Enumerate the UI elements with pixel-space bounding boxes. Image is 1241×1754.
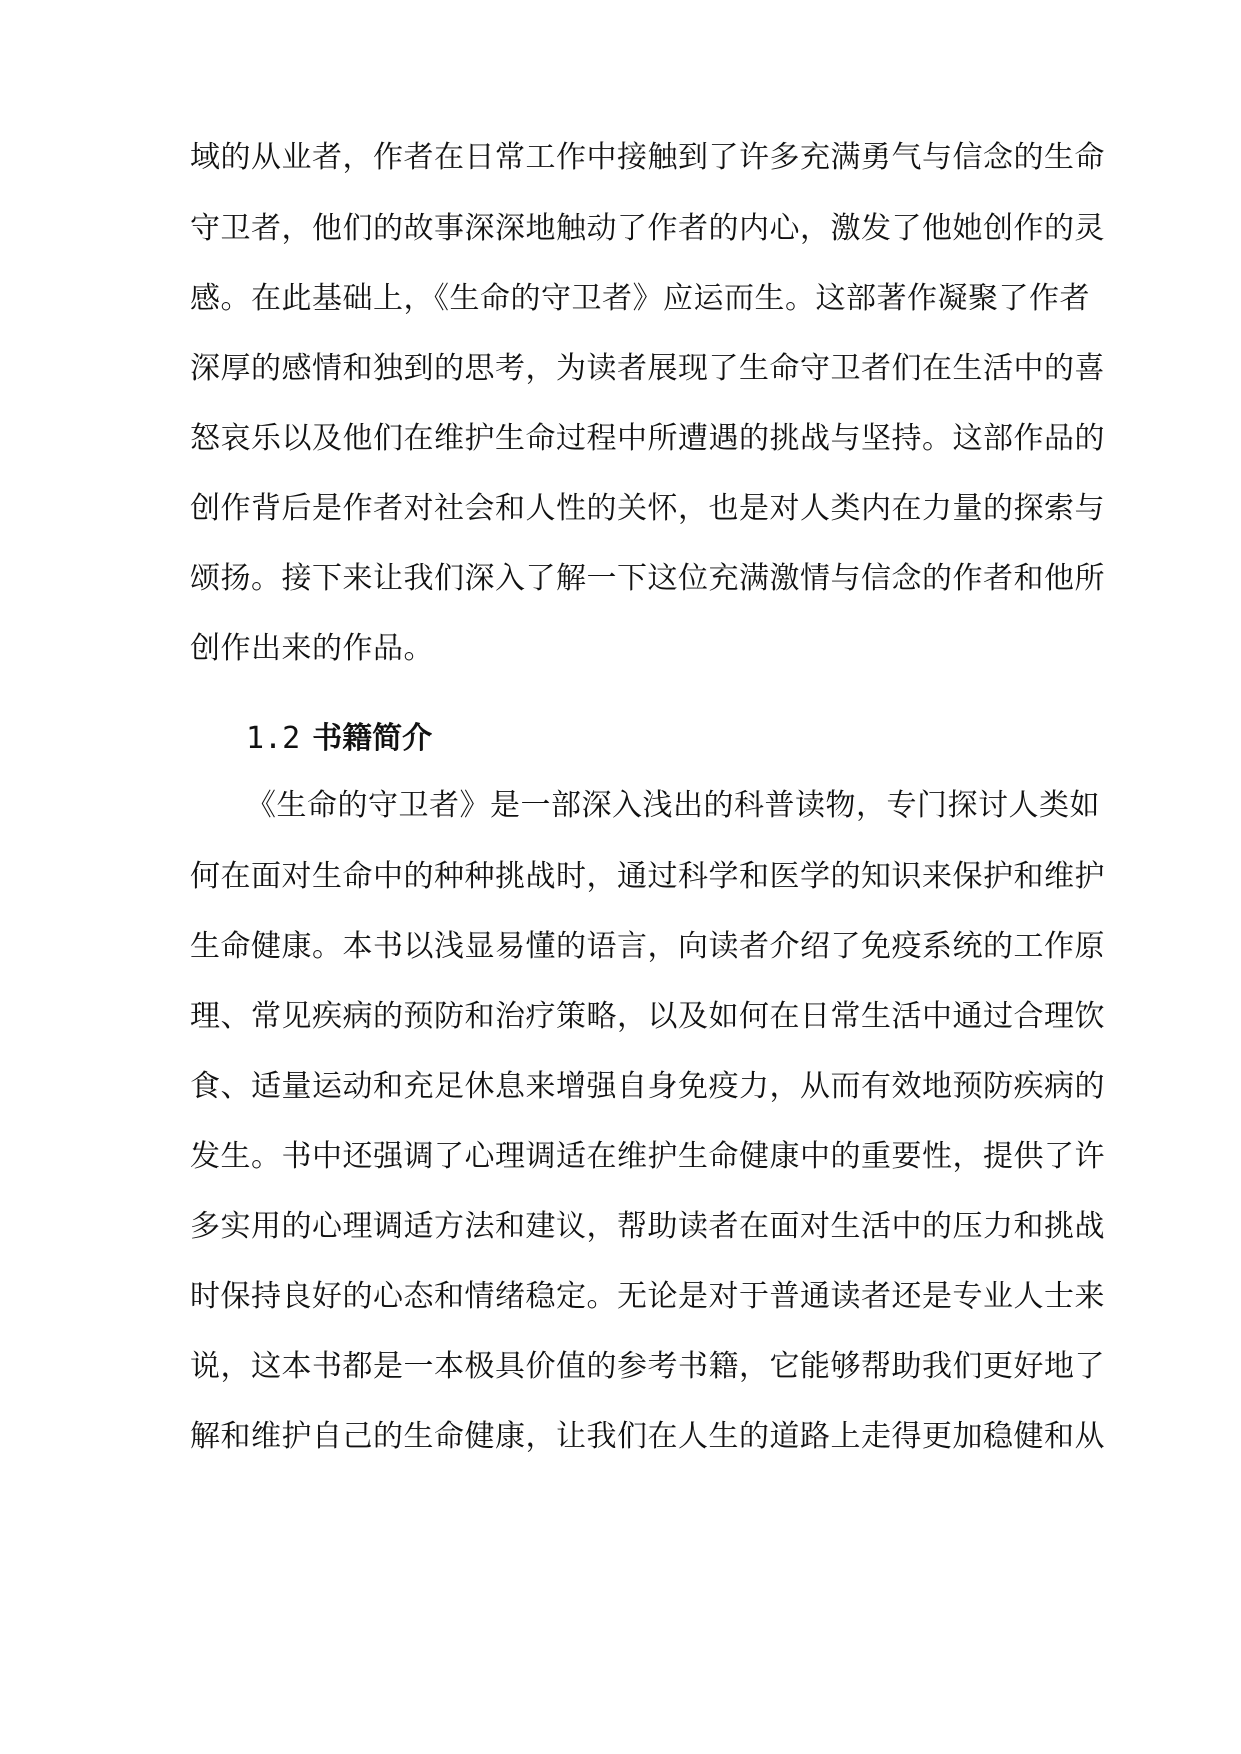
section-heading — [246, 719, 432, 759]
paragraph-line: 发生。书中还强调了心理调适在维护生命健康中的重要性，提供了许 — [190, 1139, 1105, 1174]
paragraph-line: 创作背后是作者对社会和人性的关怀，也是对人类内在力量的探索与 — [190, 491, 1105, 526]
paragraph-line: 《生命的守卫者》是一部深入浅出的科普读物，专门探讨人类如 — [246, 788, 1100, 823]
paragraph-line: 理、常见疾病的预防和治疗策略，以及如何在日常生活中通过合理饮 — [190, 999, 1105, 1034]
paragraph-line: 感。在此基础上，《生命的守卫者》应运而生。这部著作凝聚了作者 — [190, 281, 1090, 316]
section-number: 1.2 — [246, 721, 301, 756]
paragraph-line: 守卫者，他们的故事深深地触动了作者的内心，激发了他她创作的灵 — [190, 211, 1105, 246]
paragraph-line: 颂扬。接下来让我们深入了解一下这位充满激情与信念的作者和他所 — [190, 561, 1105, 596]
paragraph-line: 时保持良好的心态和情绪稳定。无论是对于普通读者还是专业人士来 — [190, 1279, 1105, 1314]
paragraph-line: 食、适量运动和充足休息来增强自身免疫力，从而有效地预防疾病的 — [190, 1069, 1105, 1104]
paragraph-line: 多实用的心理调适方法和建议，帮助读者在面对生活中的压力和挑战 — [190, 1209, 1105, 1244]
paragraph-line: 说，这本书都是一本极具价值的参考书籍，它能够帮助我们更好地了 — [190, 1349, 1105, 1384]
paragraph-line: 创作出来的作品。 — [190, 631, 434, 666]
paragraph-line: 域的从业者，作者在日常工作中接触到了许多充满勇气与信念的生命 — [190, 140, 1105, 175]
paragraph-line: 生命健康。本书以浅显易懂的语言，向读者介绍了免疫系统的工作原 — [190, 929, 1105, 964]
paragraph-line: 何在面对生命中的种种挑战时，通过科学和医学的知识来保护和维护 — [190, 859, 1105, 894]
paragraph-line: 怒哀乐以及他们在维护生命过程中所遭遇的挑战与坚持。这部作品的 — [190, 421, 1105, 456]
section-title: 书籍简介 — [312, 721, 433, 756]
paragraph-line: 深厚的感情和独到的思考，为读者展现了生命守卫者们在生活中的喜 — [190, 351, 1105, 386]
paragraph-line: 解和维护自己的生命健康，让我们在人生的道路上走得更加稳健和从 — [190, 1419, 1105, 1454]
